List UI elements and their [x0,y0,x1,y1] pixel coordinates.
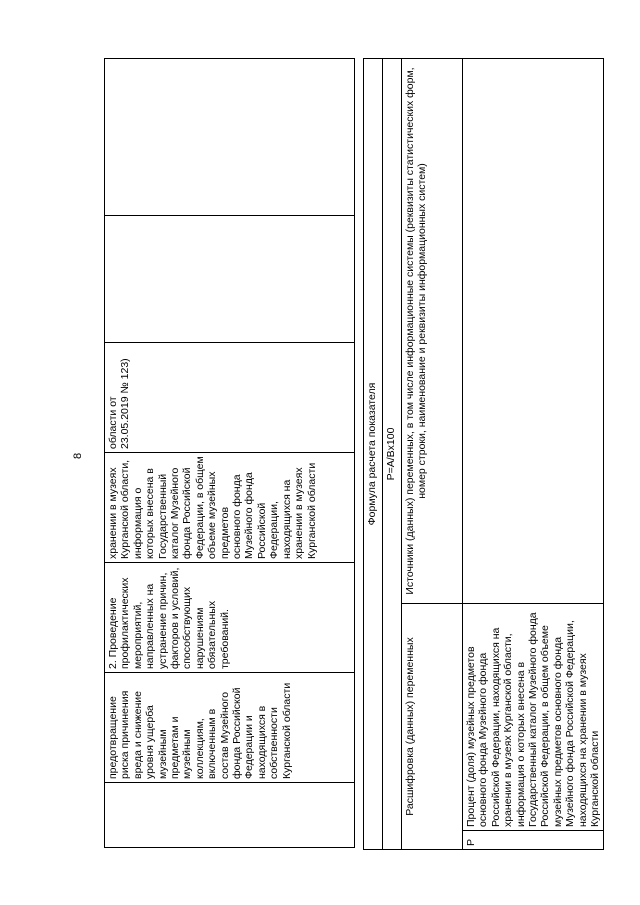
top-table-wrapper [104,58,355,848]
table-row [105,59,355,848]
sources-header: Источники (данных) переменных, в том числе информационные системы (реквизиты статистических форм, номер строки, наименование и реквизиты информационных систем) [402,59,463,604]
formula-header-row [364,59,383,850]
top-col1 [105,783,355,848]
formula-row [383,59,402,850]
formula-table-wrapper [363,58,604,850]
header-row [402,59,463,850]
top-col5: области от 23.05.2019 № 123) [105,343,355,453]
formula-table [363,58,604,850]
top-col2: предотвращение риска причинения вреда и снижение уровня ущерба музейным предметам и музейным коллекциям, включенным в состав Музейного фонда Российской Федерации и находящихся в собственности Курганской области [105,673,355,783]
formula-header: Формула расчета показателя [364,59,383,850]
variable-source [463,59,604,604]
table-row [463,59,604,850]
formula: P=A/Bx100 [383,59,402,850]
top-table [104,58,355,848]
top-col3: 2. Проведение профилактических мероприятий, направленных на устранение причин, факторов и условий, способствующих нарушениям обязательных требований. [105,563,355,673]
decoding-header: Расшифровка (данных) переменных [402,604,463,850]
variable-decoding: Процент (доля) музейных предметов основного фонда Музейного фонда Российской Федерации, находящихся на хранении в музеях Курганской области, информация о которых внесена в Государственный каталог Музейного фонда Российской Федерации, в общем объеме музейных предметов основного фонда Музейного фонда Российской Федерации, находящихся на хранении в музеях Курганской области [463,604,604,831]
variable-letter: Р [463,831,604,850]
top-col7 [105,59,355,216]
top-col4: хранении в музеях Курганской области, информация о которых внесена в Государственный каталог Музейного фонда Российской Федерации, в общем объеме музейных предметов основного фонда Музейного фонда Российской Федерации, находящихся на хранении в музеях Курганской области [105,453,355,563]
page-number: 8 [72,452,84,459]
top-col6 [105,216,355,343]
